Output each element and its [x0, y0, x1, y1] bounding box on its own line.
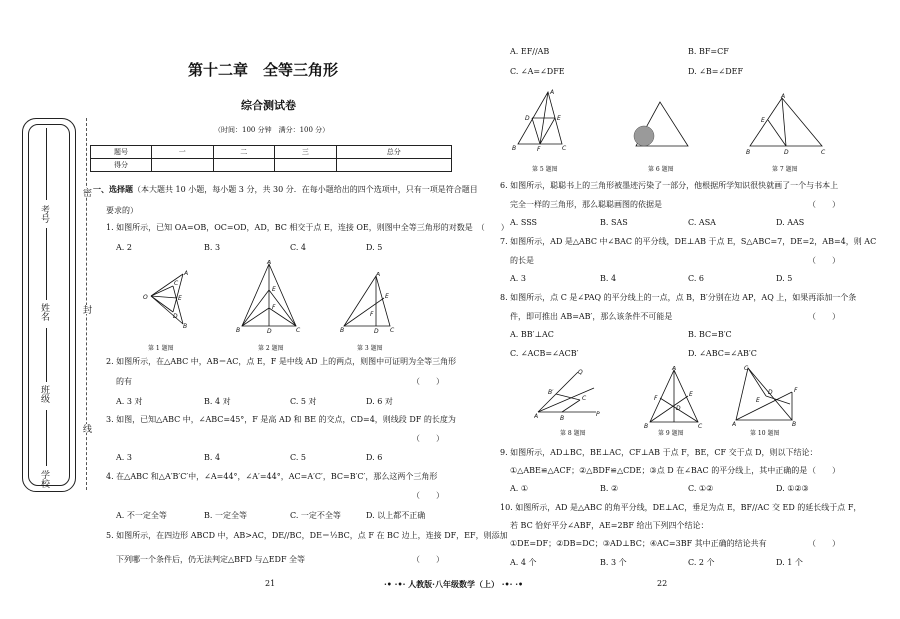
figure-q8: [534, 368, 604, 422]
svg-text:B: B: [183, 323, 188, 328]
q9-option-a[interactable]: A. ①: [510, 484, 529, 493]
figure-q5: [510, 88, 568, 152]
caption-fig3: 第 3 题图: [357, 345, 383, 352]
svg-text:B: B: [746, 149, 751, 156]
label-banji: 班级: [39, 385, 49, 403]
q7-answer-paren[interactable]: （ ）: [808, 256, 840, 265]
figure-q3: [340, 272, 400, 336]
blank-kaohao: [46, 128, 47, 200]
q8-line2: 件，即可推出 AB=AB′，那么该条件不可能是: [510, 312, 673, 321]
svg-text:D: D: [768, 389, 773, 396]
q3-option-a[interactable]: A. 3: [116, 453, 132, 462]
q4-option-d[interactable]: D. 以上都不正确: [366, 511, 426, 520]
q9-option-d[interactable]: D. ①②③: [776, 484, 809, 493]
svg-text:D: D: [267, 328, 272, 334]
q10-option-a[interactable]: A. 4 个: [510, 558, 537, 567]
q6-answer-paren[interactable]: （ ）: [808, 200, 840, 209]
svg-text:F: F: [370, 311, 374, 318]
q10-option-d[interactable]: D. 1 个: [776, 558, 803, 567]
svg-text:A: A: [732, 421, 737, 428]
caption-fig8: 第 8 题图: [560, 430, 586, 437]
q8-option-b[interactable]: B. BC=B′C: [688, 330, 732, 339]
svg-text:A: A: [184, 270, 189, 277]
q1-option-b[interactable]: B. 3: [204, 243, 221, 252]
caption-fig1: 第 1 题图: [148, 345, 174, 352]
q1-option-c[interactable]: C. 4: [290, 243, 307, 252]
caption-fig5: 第 5 题图: [532, 166, 558, 173]
section-desc-line1: （本大题共 10 小题，每小题 3 分，共 30 分．在每小题给出的四个选项中，只有一项是符合题目: [133, 185, 478, 194]
svg-text:D: D: [374, 328, 379, 335]
q4-line1: 4. 在△ABC 和△A′B′C′中，∠A=44°，∠A′=44°，AC=A′C′，BC=B′C′，那么这两个三角形: [106, 472, 438, 481]
page-number-right: 22: [657, 579, 668, 588]
q9-option-b[interactable]: B. ②: [600, 484, 619, 493]
svg-text:B: B: [644, 423, 649, 430]
score-cell: 题号: [91, 146, 152, 159]
q3-answer-paren[interactable]: （ ）: [412, 434, 444, 443]
svg-text:D: D: [676, 405, 681, 412]
footer-series: ·• ·•· 人教版·八年级数学（上） ·•· ·•: [384, 579, 524, 589]
caption-fig9: 第 9 题图: [658, 430, 684, 437]
q4-option-b[interactable]: B. 一定全等: [204, 511, 247, 520]
svg-text:C: C: [390, 327, 395, 334]
q7-line1: 7. 如图所示，AD 是△ABC 中∠BAC 的平分线，DE⊥AB 于点 E，S△ABC=7，DE=2，AB=4，则 AC: [500, 237, 877, 246]
label-feng: 封: [81, 305, 91, 314]
footer-series-text: 人教版·八年级数学（上）: [408, 579, 499, 589]
figure-q1: [137, 268, 197, 328]
svg-text:D: D: [784, 149, 789, 156]
svg-text:B: B: [560, 415, 565, 422]
svg-text:F: F: [537, 146, 541, 152]
q9-line2: ①△ABE≌△ACF；②△BDF≌△CDE；③点 D 在∠BAC 的平分线上，其中正确的是: [510, 466, 808, 475]
svg-text:E: E: [178, 295, 182, 302]
score-cell: 总分: [336, 146, 451, 159]
q8-option-a[interactable]: A. BB′⊥AC: [510, 330, 554, 339]
label-xian: 线: [81, 424, 91, 433]
svg-text:E: E: [557, 115, 561, 122]
svg-text:E: E: [761, 117, 765, 124]
svg-text:C: C: [744, 365, 749, 372]
svg-text:E: E: [756, 397, 760, 404]
page-number-left: 21: [265, 579, 276, 588]
q2-line2: 的有: [116, 377, 132, 386]
svg-text:Q: Q: [578, 369, 583, 376]
q2-option-a[interactable]: A. 3 对: [116, 397, 143, 406]
test-subtitle: 综合测试卷: [241, 99, 296, 112]
q1-option-a[interactable]: A. 2: [116, 243, 132, 252]
q9-line1: 9. 如图所示，AD⊥BC，BE⊥AC，CF⊥AB 于点 F，BE，CF 交于点 D，则以下结论：: [500, 448, 818, 457]
q5-option-d[interactable]: D. ∠B=∠DEF: [688, 67, 744, 76]
q9-answer-paren[interactable]: （ ）: [808, 466, 840, 475]
figure-q6: [630, 98, 692, 152]
caption-fig7: 第 7 题图: [772, 166, 798, 173]
svg-text:D: D: [525, 115, 530, 122]
q2-answer-paren[interactable]: （ ）: [412, 377, 444, 386]
q4-answer-paren[interactable]: （ ）: [412, 491, 444, 500]
caption-fig10: 第 10 题图: [750, 430, 780, 437]
score-input[interactable]: [336, 159, 451, 172]
q6-line2: 完全一样的三角形，那么聪聪画图的依据是: [510, 200, 662, 209]
q6-line1: 6. 如图所示，聪聪书上的三角形被墨迹污染了一部分，他根据所学知识很快就画了一个与书本上: [500, 181, 839, 190]
q7-line2: 的长是: [510, 256, 534, 265]
svg-text:B′: B′: [548, 389, 554, 396]
svg-text:D: D: [173, 313, 178, 320]
q3-option-d[interactable]: D. 6: [366, 453, 383, 462]
svg-text:P: P: [596, 411, 600, 418]
q10-answer-paren[interactable]: （ ）: [808, 539, 840, 548]
svg-text:O: O: [143, 294, 148, 301]
section-desc: [93, 184, 478, 195]
svg-text:A: A: [267, 260, 272, 266]
figure-q2: [234, 260, 304, 334]
q3-option-c[interactable]: C. 5: [290, 453, 307, 462]
figure-q7: [746, 92, 826, 156]
svg-text:C: C: [582, 395, 587, 402]
svg-text:A: A: [534, 413, 539, 420]
q5-line1: 5. 如图所示，在四边形 ABCD 中，AB>AC，DE//BC，DE＝½BC，点 F 在 BC 边上，连接 DF，EF，则添加: [106, 531, 508, 540]
svg-text:E: E: [272, 286, 276, 293]
caption-fig2: 第 2 题图: [258, 345, 284, 352]
q2-line1: 2. 如图所示，在△ABC 中，AB＝AC，点 E，F 是中线 AD 上的两点，则图中可证明为全等三角形: [106, 357, 457, 366]
score-cell: 二: [213, 146, 275, 159]
q8-answer-paren[interactable]: （ ）: [808, 312, 840, 321]
section-heading: 一、选择题: [93, 184, 133, 194]
svg-text:B: B: [340, 327, 345, 334]
blank-banji: [46, 328, 47, 382]
svg-text:C: C: [174, 280, 179, 287]
q5-option-b[interactable]: B. BF=CF: [688, 47, 729, 56]
label-xuexiao: 学校: [39, 470, 49, 488]
q6-option-a[interactable]: A. SSS: [510, 218, 538, 227]
q6-option-b[interactable]: B. SAS: [600, 218, 628, 227]
q8-line1: 8. 如图所示，点 C 是∠PAQ 的平分线上的一点，点 B，B′分别在边 AP，AQ 上，如果再添加一个条: [500, 293, 857, 302]
svg-text:C: C: [821, 149, 826, 156]
svg-text:F: F: [272, 304, 276, 311]
q4-option-a[interactable]: A. 不一定全等: [116, 511, 167, 520]
q5-line2: 下列哪一个条件后，仍无法判定△BFD 与△EDF 全等: [116, 555, 306, 564]
svg-text:C: C: [562, 145, 567, 152]
q3-option-b[interactable]: B. 4: [204, 453, 221, 462]
q7-option-b[interactable]: B. 4: [600, 274, 617, 283]
svg-text:A: A: [550, 89, 555, 96]
svg-text:B: B: [236, 327, 241, 334]
svg-text:F: F: [654, 395, 658, 402]
svg-text:E: E: [385, 293, 389, 300]
q8-option-d[interactable]: D. ∠ABC=∠AB′C: [688, 349, 757, 358]
caption-fig6: 第 6 题图: [648, 166, 674, 173]
label-mi: 密: [81, 188, 91, 197]
q5-answer-paren[interactable]: （ ）: [412, 555, 444, 564]
svg-text:A: A: [672, 366, 677, 372]
q6-option-d[interactable]: D. AAS: [776, 218, 805, 227]
q5-option-c[interactable]: C. ∠A=∠DFE: [510, 67, 565, 76]
q7-option-d[interactable]: D. 5: [776, 274, 793, 283]
figure-q9: [644, 366, 704, 432]
score-input[interactable]: [275, 159, 337, 172]
svg-text:C: C: [296, 327, 301, 334]
score-cell: 一: [152, 146, 214, 159]
q1-text: 1. 如图所示，已知 OA=OB，OC=OD，AD，BC 相交于点 E，连接 OE，则图中全等三角形的对数是 （ ）: [106, 223, 509, 232]
q7-option-c[interactable]: C. 6: [688, 274, 705, 283]
q4-option-c[interactable]: C. 一定不全等: [290, 511, 341, 520]
q10-line2: 若 BC 恰好平分∠ABF，AE=2BF 给出下列四个结论：: [510, 521, 709, 530]
q1-option-d[interactable]: D. 5: [366, 243, 383, 252]
q10-line3: ①DE=DF；②DB=DC；③AD⊥BC；④AC=3BF 其中正确的结论共有: [510, 539, 767, 548]
blank-xuexiao: [46, 410, 47, 466]
score-cell: 得分: [91, 159, 152, 172]
q7-option-a[interactable]: A. 3: [510, 274, 526, 283]
svg-text:A: A: [781, 93, 786, 100]
score-input[interactable]: [152, 159, 214, 172]
q10-option-c[interactable]: C. 2 个: [688, 558, 715, 567]
time-info: （时间：100 分钟 满分：100 分）: [214, 126, 330, 134]
q3-line1: 3. 如图，已知△ABC 中，∠ABC=45°，F 是高 AD 和 BE 的交点，CD=4，则线段 DF 的长度为: [106, 415, 456, 424]
svg-text:E: E: [689, 391, 693, 398]
q2-option-c[interactable]: C. 5 对: [290, 397, 317, 406]
q5-option-a[interactable]: A. EF//AB: [510, 47, 550, 56]
svg-text:B: B: [512, 145, 517, 152]
score-input[interactable]: [213, 159, 275, 172]
q10-option-b[interactable]: B. 3 个: [600, 558, 627, 567]
section-desc-line2: 要求的）: [106, 206, 138, 215]
score-table: [90, 145, 452, 172]
svg-text:F: F: [794, 387, 798, 394]
label-xingming: 姓名: [39, 303, 49, 321]
figure-q10: [732, 364, 802, 430]
svg-text:C: C: [698, 423, 703, 430]
svg-text:A: A: [376, 272, 381, 278]
svg-text:B: B: [792, 421, 797, 428]
q8-option-c[interactable]: C. ∠ACB=∠ACB′: [510, 349, 579, 358]
chapter-title: 第十二章 全等三角形: [188, 61, 339, 79]
q2-option-d[interactable]: D. 6 对: [366, 397, 393, 406]
blank-xingming: [46, 228, 47, 300]
q10-line1: 10. 如图所示，AD 是△ABC 的角平分线，DE⊥AC，垂足为点 E，BF//AC 交 ED 的延长线于点 F，: [500, 503, 862, 512]
q6-option-c[interactable]: C. ASA: [688, 218, 716, 227]
seal-dashed-line: [86, 118, 87, 490]
score-cell: 三: [275, 146, 337, 159]
label-kaohao: 考号: [39, 205, 49, 223]
q2-option-b[interactable]: B. 4 对: [204, 397, 231, 406]
q9-option-c[interactable]: C. ①②: [688, 484, 714, 493]
